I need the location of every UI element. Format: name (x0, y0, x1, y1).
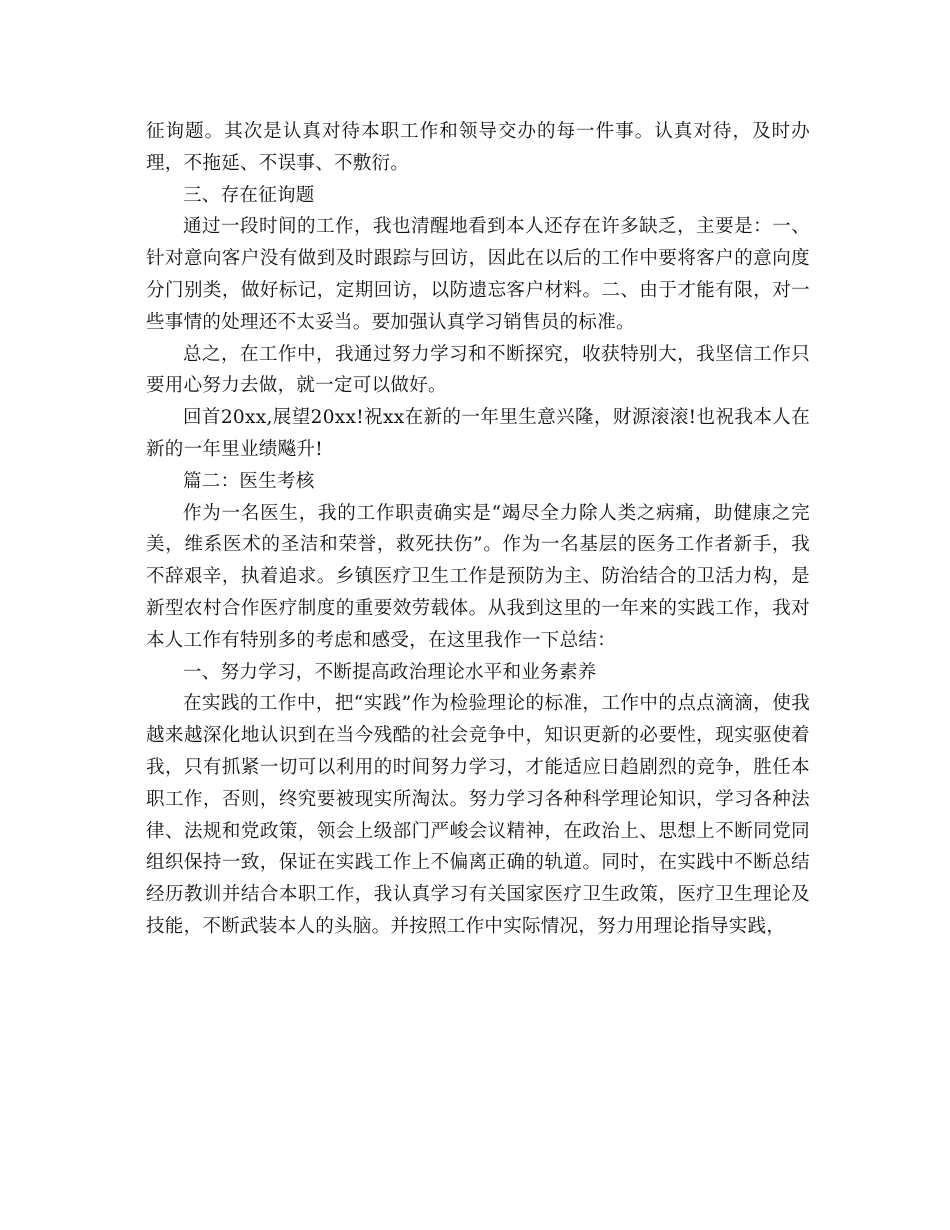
paragraph-summary: 总之，在工作中，我通过努力学习和不断探究，收获特别大，我坚信工作只要用心努力去做，就一定可以做好。 (146, 343, 810, 397)
paragraph-continuation: 征询题。其次是认真对待本职工作和领导交办的每一件事。认真对待，及时办理，不拖延、不误事、不敷衍。 (146, 121, 810, 174)
paragraph-doctor-intro: 作为一名医生，我的工作职责确实是“竭尽全力除人类之病痛，助健康之完美，维系医术的圣洁和荣誉，救死扶伤”。作为一名基层的医务工作者新手，我不辞艰辛，执着追求。乡镇医疗卫生工作是预防为主、防治结合的卫活力构，是新型农村合作医疗制度的重要效劳载体。从我到这里的一年来的实践工作，我对本人工作有特别多的考虑和感受，在这里我作一下总结： (146, 502, 810, 651)
paragraph-closing-wish: 回首20xx,展望20xx!祝xx在新的一年里生意兴隆，财源滚滚!也祝我本人在新的一年里业绩飚升! (146, 407, 810, 460)
chapter-heading-doctor: 篇二：医生考核 (183, 470, 315, 492)
section-heading-study: 一、努力学习，不断提高政治理论水平和业务素养 (183, 661, 597, 683)
paragraph-study: 在实践的工作中，把“实践”作为检验理论的标准，工作中的点点滴滴，使我越来越深化地认识到在当今残酷的社会竞争中，知识更新的必要性，现实驱使着我，只有抓紧一切可以利用的时间努力学习，才能适应日趋剧烈的竞争，胜任本职工作，否则，终究要被现实所淘汰。努力学习各种科学理论知识，学习各种法律、法规和党政策，领会上级部门严峻会议精神，在政治上、思想上不断同党同组织保持一致，保证在实践工作上不偏离正确的轨道。同时，在实践中不断总结经历教训并结合本职工作，我认真学习有关国家医疗卫生政策，医疗卫生理论及技能，不断武装本人的头脑。并按照工作中实际情况，努力用理论指导实践， (146, 693, 810, 937)
document-body (146, 116, 810, 943)
section-heading-problems: 三、存在征询题 (183, 184, 315, 206)
paragraph-problems: 通过一段时间的工作，我也清醒地看到本人还存在许多缺乏，主要是：一、针对意向客户没有做到及时跟踪与回访，因此在以后的工作中要将客户的意向度分门别类，做好标记，定期回访，以防遗忘客户材料。二、由于才能有限，对一些事情的处理还不太妥当。要加强认真学习销售员的标准。 (146, 216, 810, 333)
